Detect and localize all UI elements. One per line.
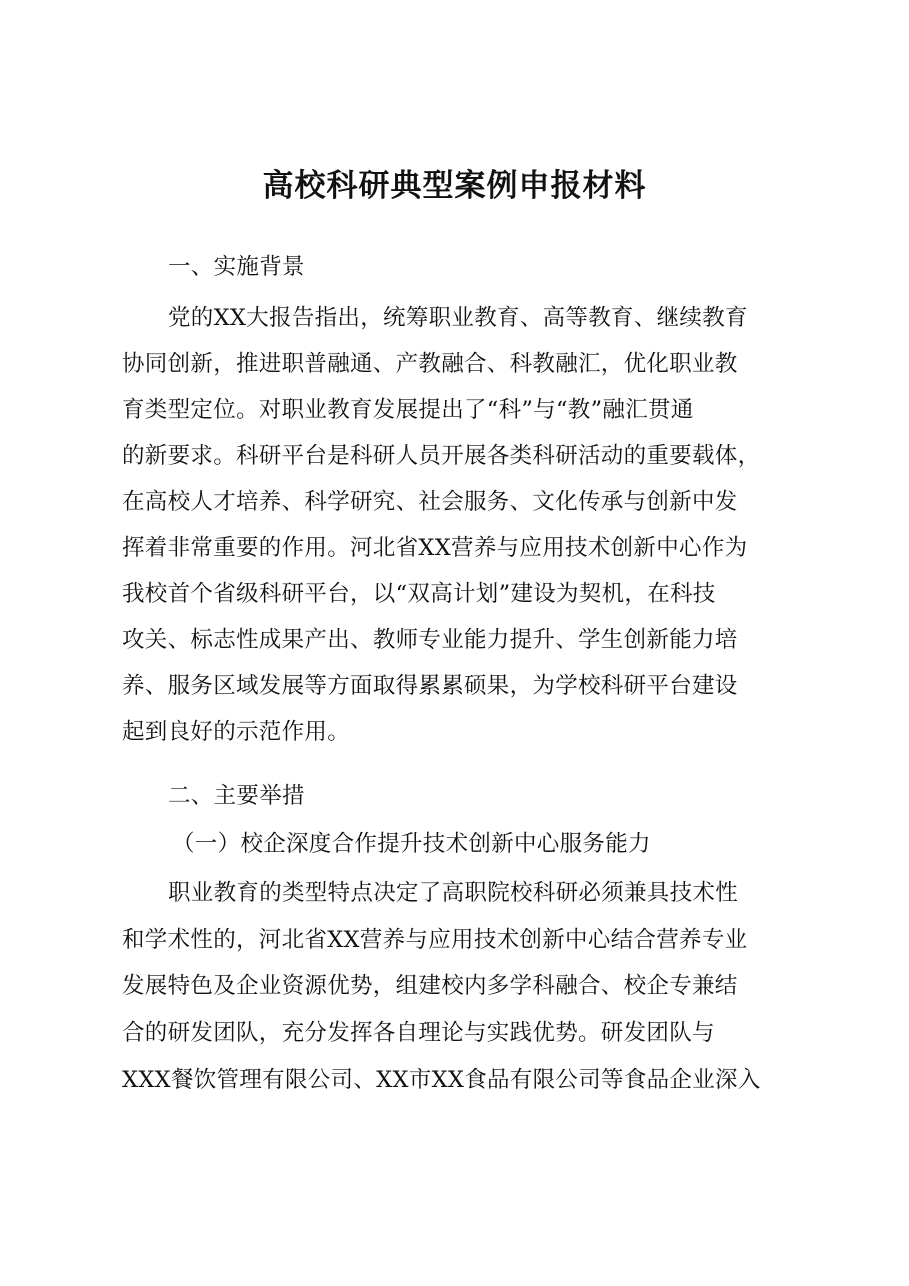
paragraph-line: 攻关、标志性成果产出、教师专业能力提升、学生创新能力培: [122, 627, 738, 653]
paragraph-line: 育类型定位。对职业教育发展提出了“科”与“教”融汇贯通: [122, 397, 694, 423]
paragraph-line: 职业教育的类型特点决定了高职院校科研必须兼具技术性: [168, 880, 739, 906]
section-heading-background: 一、实施背景: [168, 254, 305, 280]
paragraph-line: 和学术性的，河北省XX营养与应用技术创新中心结合营养专业: [122, 927, 748, 953]
paragraph-line: 在高校人才培养、科学研究、社会服务、文化传承与创新中发: [122, 489, 738, 515]
subsection-heading: （一）校企深度合作提升技术创新中心服务能力: [172, 831, 651, 857]
document-title: 高校科研典型案例申报材料: [262, 168, 647, 204]
paragraph-line: 养、服务区域发展等方面取得累累硕果，为学校科研平台建设: [122, 673, 738, 699]
paragraph-line: 的新要求。科研平台是科研人员开展各类科研活动的重要载体，: [122, 443, 761, 469]
paragraph-line: 起到良好的示范作用。: [122, 719, 351, 745]
paragraph-line: 挥着非常重要的作用。河北省XX营养与应用技术创新中心作为: [122, 535, 748, 561]
section-heading-measures: 二、主要举措: [168, 783, 305, 809]
paragraph-line: XXX餐饮管理有限公司、XX市XX食品有限公司等食品企业深入: [122, 1067, 761, 1093]
paragraph-line: 协同创新，推进职普融通、产教融合、科教融汇，优化职业教: [122, 351, 738, 377]
paragraph-line: 发展特色及企业资源优势，组建校内多学科融合、校企专兼结: [122, 973, 738, 999]
paragraph-line: 我校首个省级科研平台，以“双高计划”建设为契机，在科技: [122, 581, 716, 607]
paragraph-line: 合的研发团队，充分发挥各自理论与实践优势。研发团队与: [122, 1020, 715, 1046]
paragraph-line: 党的XX大报告指出，统筹职业教育、高等教育、继续教育: [168, 305, 748, 331]
